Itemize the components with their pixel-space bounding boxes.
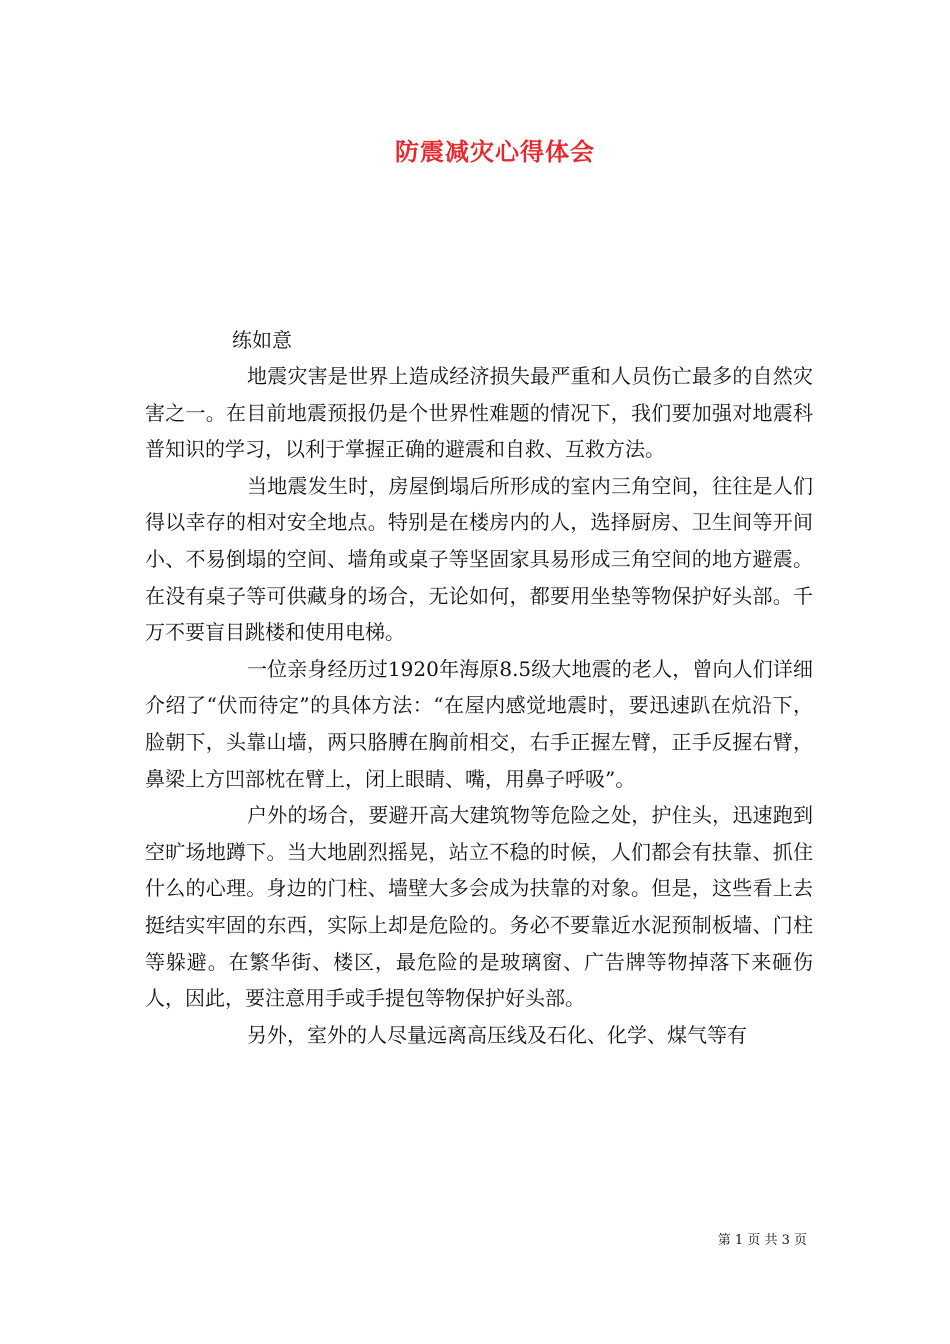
document-title: 防震减灾心得体会 (395, 137, 595, 166)
paragraph-1: 地震灾害是世界上造成经济损失最严重和人员伤亡最多的自然灾害之一。在目前地震预报仍是个世界性难题的情况下，我们要加强对地震科普知识的学习，以利于掌握正确的避震和自救、互救方法。 (145, 364, 813, 462)
paragraph-3: 一位亲身经历过1920年海原8.5级大地震的老人，曾向人们详细介绍了“伏而待定”的具体方法：“在屋内感觉地震时，要迅速趴在炕沿下，脸朝下，头靠山墙，两只胳膊在胸前相交，右手正握左臂，正手反握右臂，鼻梁上方凹部枕在臂上，闭上眼睛、嘴，用鼻子呼吸”。 (145, 656, 813, 791)
paragraph-5: 另外，室外的人尽量远离高压线及石化、化学、煤气等有 (247, 1022, 747, 1047)
paragraph-4: 户外的场合，要避开高大建筑物等危险之处，护住头，迅速跑到空旷场地蹲下。当大地剧烈摇晃，站立不稳的时候，人们都会有扶靠、抓住什么的心理。身边的门柱、墙壁大多会成为扶靠的对象。但是，这些看上去挺结实牢固的东西，实际上却是危险的。务必不要靠近水泥预制板墙、门柱等躲避。在繁华街、楼区，最危险的是玻璃窗、广告牌等物掉落下来砸伤人，因此，要注意用手或手提包等物保护好头部。 (145, 803, 813, 1011)
document-body (145, 358, 813, 1053)
paragraph-2: 当地震发生时，房屋倒塌后所形成的室内三角空间，往往是人们得以幸存的相对安全地点。特别是在楼房内的人，选择厨房、卫生间等开间小、不易倒塌的空间、墙角或桌子等坚固家具易形成三角空间的地方避震。在没有桌子等可供藏身的场合，无论如何，都要用坐垫等物保护好头部。千万不要盲目跳楼和使用电梯。 (145, 473, 813, 645)
page-footer: 第 1 页 共 3 页 (717, 1233, 807, 1248)
author-name: 练如意 (232, 328, 292, 352)
